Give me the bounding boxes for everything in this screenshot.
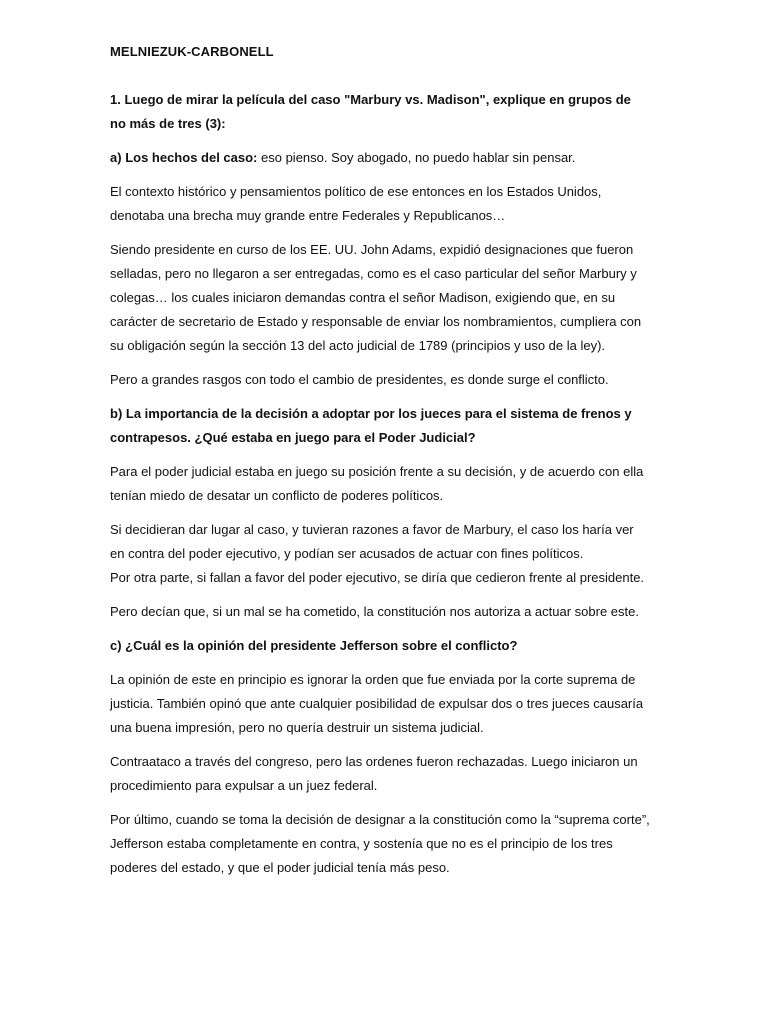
question-a-quote: eso pienso. Soy abogado, no puedo hablar sin pensar.	[257, 150, 576, 165]
document-page	[110, 40, 650, 890]
paragraph-adams: Siendo presidente en curso de los EE. UU. John Adams, expidió designaciones que fueron selladas, pero no llegaron a ser entregadas, como es el caso particular del señor Marbury y colegas… los cuales iniciaron demandas contra el señor Madison, exigiendo que, en su carácter de secretario de Estado y responsable de enviar los nombramientos, cumpliera con su obligación según la sección 13 del acto judicial de 1789 (principios y uso de la ley).	[110, 242, 642, 353]
paragraph-marbury-favor: Si decidieran dar lugar al caso, y tuvieran razones a favor de Marbury, el caso los haría ver en contra del poder ejecutivo, y podían ser acusados de actuar con fines políticos.	[110, 522, 634, 561]
question-1-heading: 1. Luego de mirar la película del caso "Marbury vs. Madison", explique en grupos de no más de tres (3):	[110, 92, 631, 131]
question-c-heading: c) ¿Cuál es la opinión del presidente Jefferson sobre el conflicto?	[110, 638, 518, 653]
question-b-heading: b) La importancia de la decisión a adoptar por los jueces para el sistema de frenos y contrapesos. ¿Qué estaba en juego para el Poder Judicial?	[110, 406, 632, 445]
question-a-line	[110, 146, 650, 170]
paragraph-context: El contexto histórico y pensamientos político de ese entonces en los Estados Unidos, denotaba una brecha muy grande entre Federales y Republicanos…	[110, 184, 602, 223]
question-a-heading: Los hechos del caso:	[125, 150, 258, 165]
paragraph-jefferson-opinion: La opinión de este en principio es ignorar la orden que fue enviada por la corte suprema de justicia. También opinó que ante cualquier posibilidad de expulsar dos o tres jueces causaría una buena impresión, pero no quería destruir un sistema judicial.	[110, 672, 644, 735]
paragraph-supreme-court: Por último, cuando se toma la decisión de designar a la constitución como la “suprema corte”, Jefferson estaba completamente en contra, y sostenía que no es el principio de los tres poderes del estado, y que el poder judicial tenía más peso.	[110, 812, 650, 875]
paragraph-counterattack: Contraataco a través del congreso, pero las ordenes fueron rechazadas. Luego iniciaron un procedimiento para expulsar a un juez federal.	[110, 754, 638, 793]
paragraph-conflict: Pero a grandes rasgos con todo el cambio de presidentes, es donde surge el conflicto.	[110, 372, 609, 387]
paragraph-executive-favor: Por otra parte, si fallan a favor del poder ejecutivo, se diría que cedieron frente al presidente.	[110, 570, 645, 585]
document-header: MELNIEZUK-CARBONELL	[110, 44, 274, 59]
question-a-label: a)	[110, 150, 122, 165]
paragraph-constitution: Pero decían que, si un mal se ha cometido, la constitución nos autoriza a actuar sobre este.	[110, 604, 639, 619]
paragraph-judicial-power: Para el poder judicial estaba en juego su posición frente a su decisión, y de acuerdo con ella tenían miedo de desatar un conflicto de poderes políticos.	[110, 464, 644, 503]
